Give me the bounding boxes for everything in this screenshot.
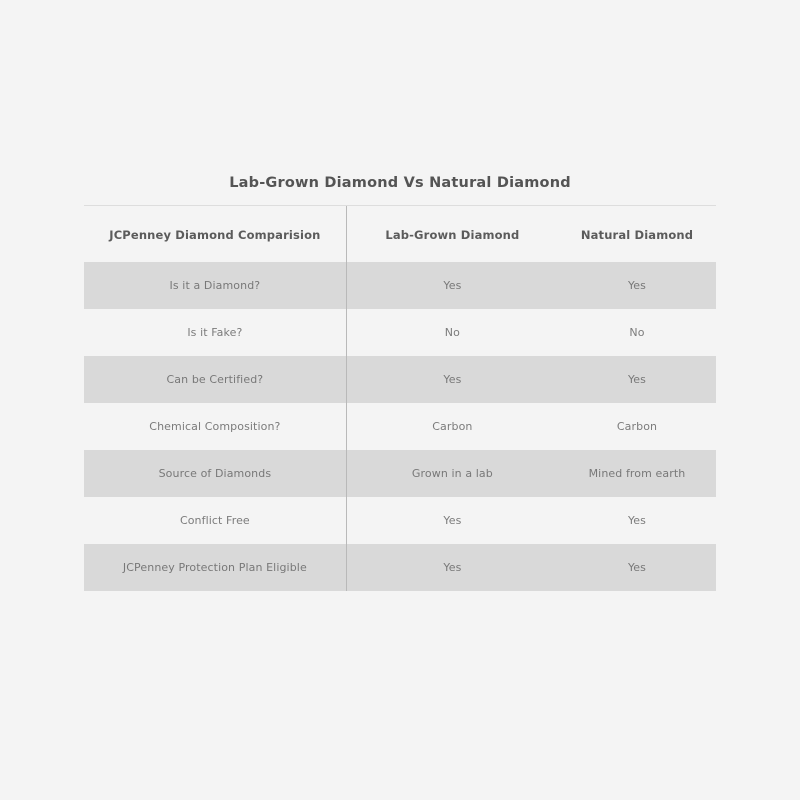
table-row (84, 356, 716, 403)
row-lab-value: Grown in a lab (346, 450, 558, 497)
row-lab-value: Yes (346, 356, 558, 403)
table-header-row (84, 206, 716, 262)
row-feature: Is it a Diamond? (84, 262, 346, 309)
row-lab-value: Carbon (346, 403, 558, 450)
table-row (84, 403, 716, 450)
column-header-lab-grown: Lab-Grown Diamond (346, 206, 558, 262)
table-row (84, 309, 716, 356)
row-natural-value: Yes (558, 356, 716, 403)
table-row (84, 544, 716, 591)
column-header-feature: JCPenney Diamond Comparision (109, 228, 321, 242)
row-feature: Is it Fake? (187, 326, 243, 339)
row-lab-value: Yes (346, 544, 558, 591)
row-natural-value: Mined from earth (558, 450, 716, 497)
row-natural-value: Yes (558, 544, 716, 591)
row-natural-value: No (629, 326, 645, 339)
row-lab-value: Yes (346, 262, 558, 309)
row-lab-value: Yes (346, 497, 558, 544)
table-row (84, 497, 716, 544)
table-row (84, 262, 716, 309)
row-feature: Conflict Free (179, 514, 250, 527)
comparison-title: Lab-Grown Diamond Vs Natural Diamond (84, 175, 716, 206)
column-header-natural: Natural Diamond (580, 228, 694, 242)
row-feature: Chemical Composition? (149, 420, 281, 433)
comparison-table-container (84, 175, 716, 591)
row-feature: Source of Diamonds (84, 450, 346, 497)
row-lab-value: No (346, 309, 558, 356)
row-natural-value: Carbon (616, 420, 658, 433)
row-natural-value: Yes (627, 514, 647, 527)
row-feature: JCPenney Protection Plan Eligible (84, 544, 346, 591)
table-row (84, 450, 716, 497)
diamond-comparison-table (84, 206, 716, 591)
row-feature: Can be Certified? (84, 356, 346, 403)
row-natural-value: Yes (558, 262, 716, 309)
